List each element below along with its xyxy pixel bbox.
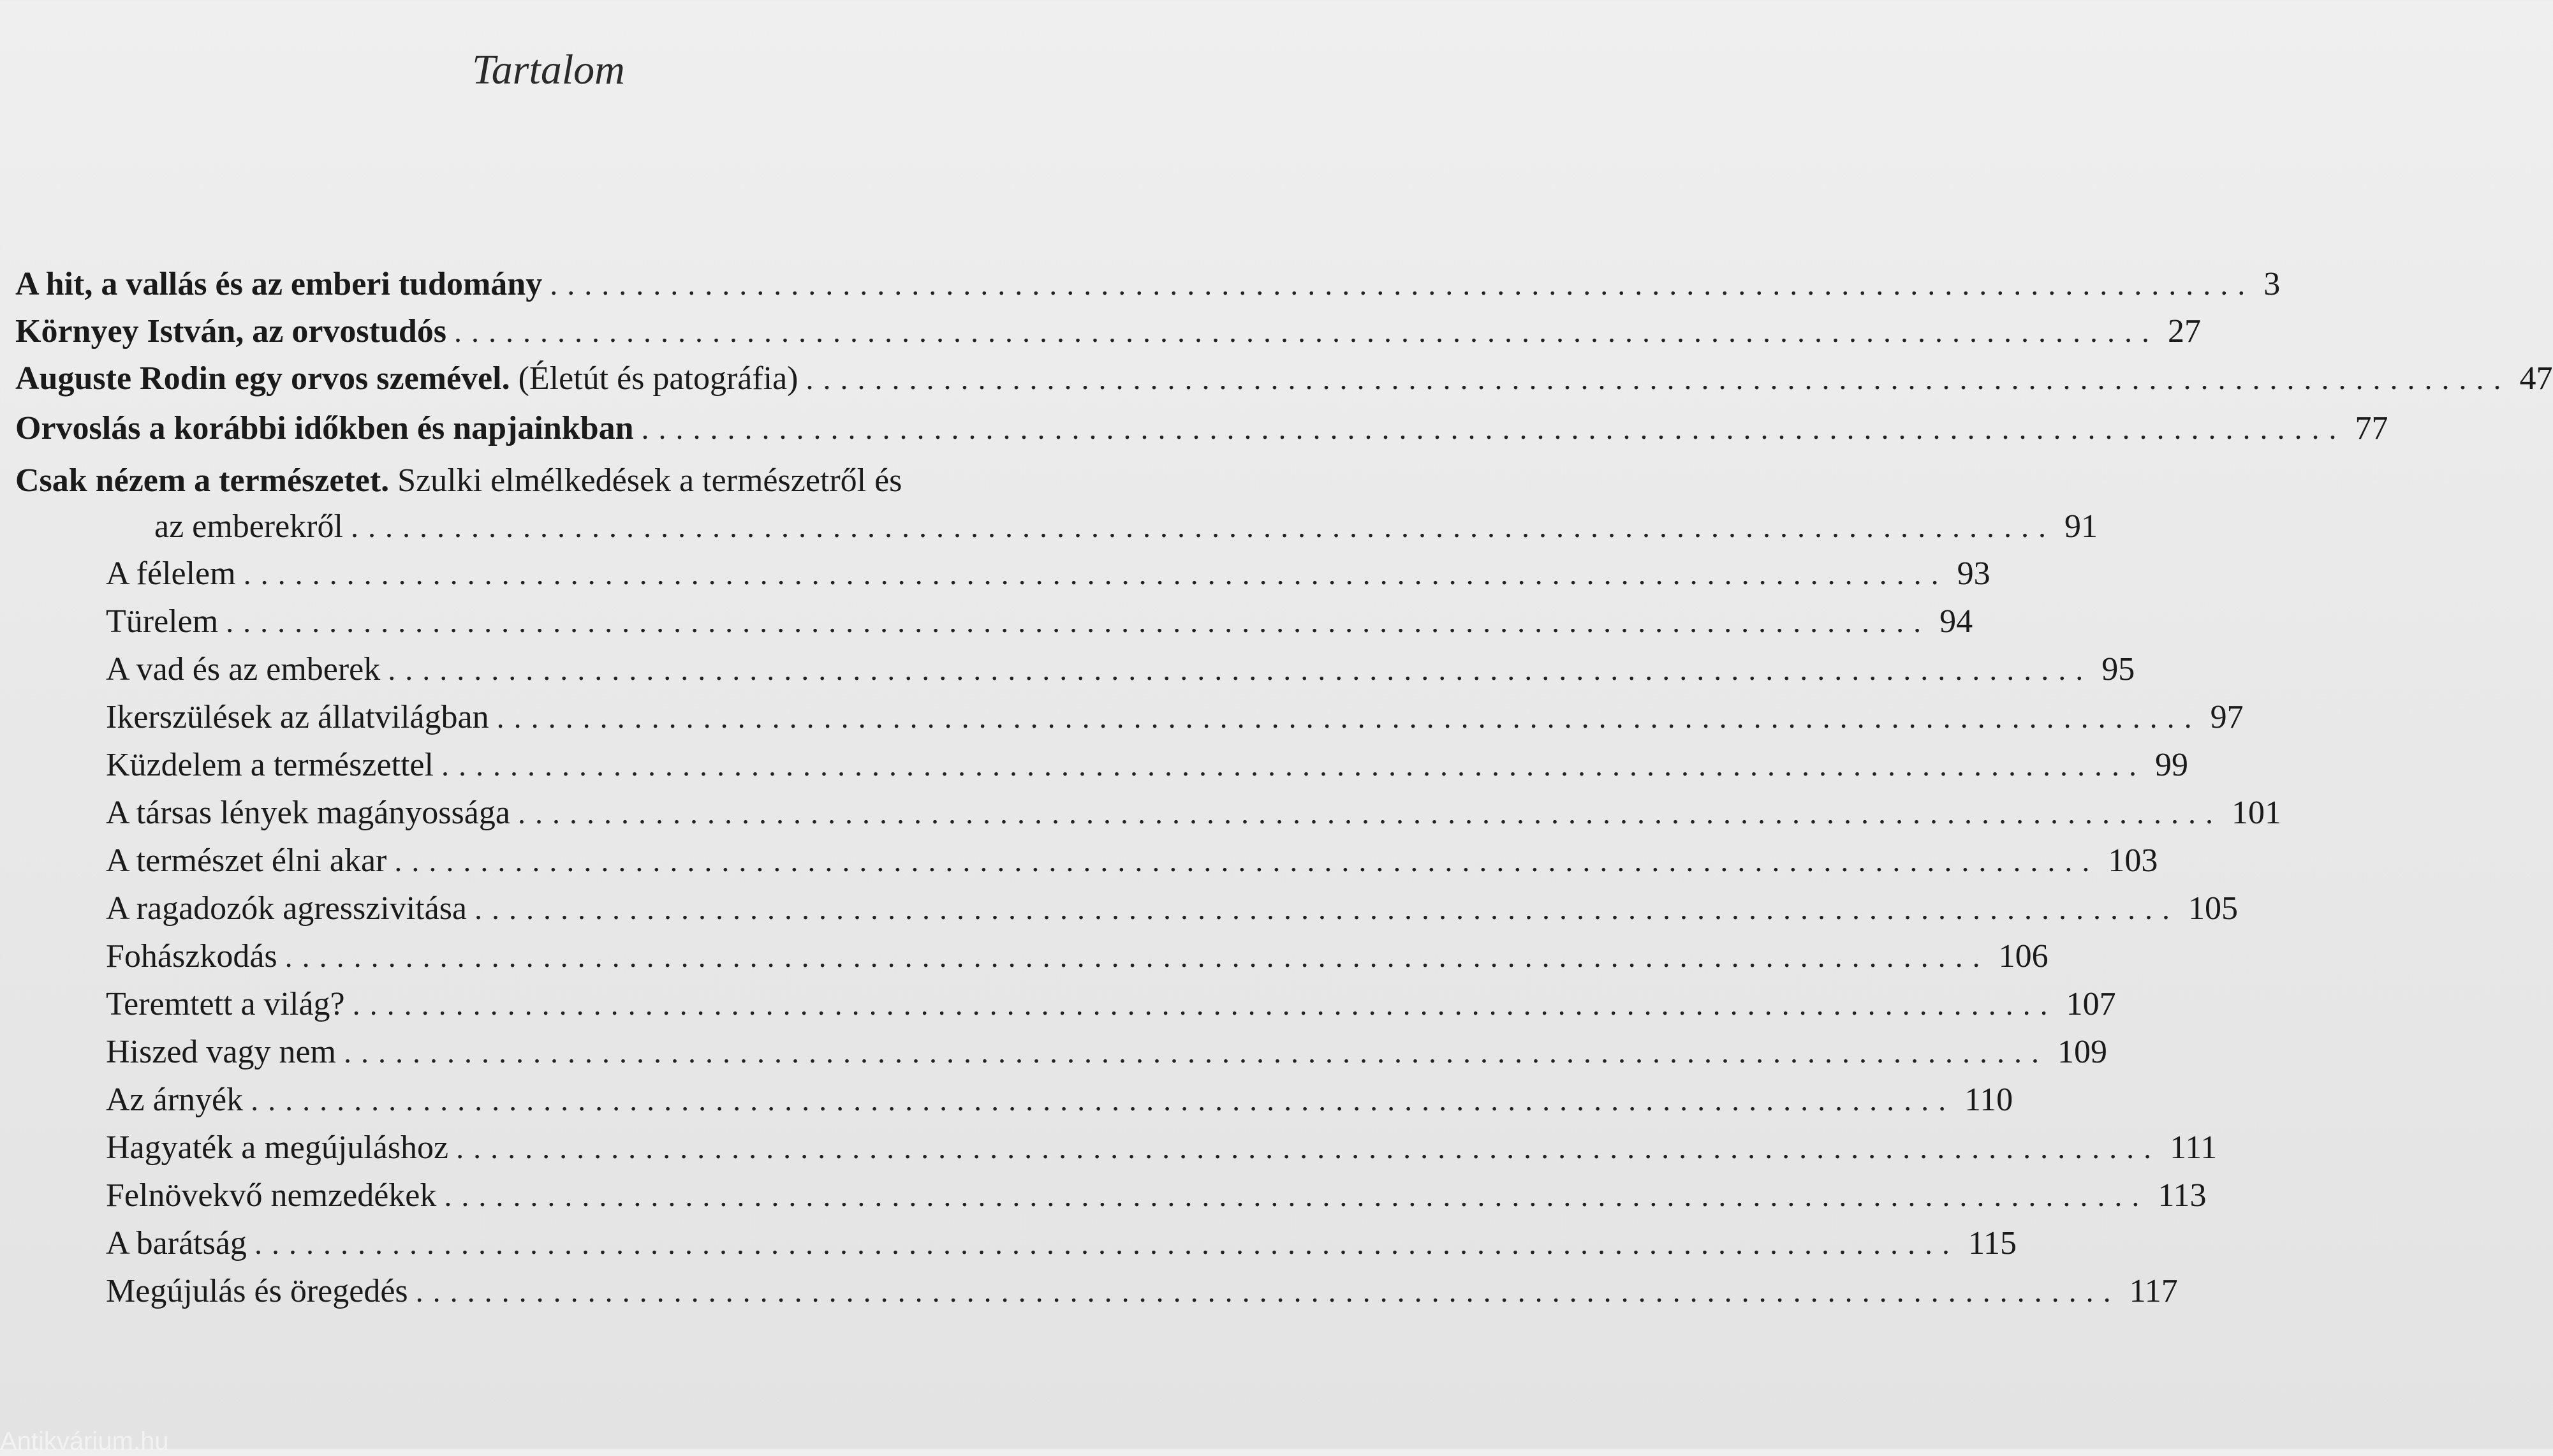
toc-entry-title: Orvoslás a korábbi időkben és napjainkban (15, 410, 634, 446)
dot-leader: ................................................................................................... (517, 797, 2223, 830)
toc-page-number: 27 (2168, 313, 2202, 349)
toc-entry-continuation (154, 508, 2098, 545)
dot-leader: ................................................................................................... (806, 362, 2511, 396)
toc-sub-entry-title: Az árnyék (106, 1082, 244, 1118)
toc-page-number: 93 (1957, 555, 1990, 592)
toc-sub-entry (106, 1129, 2218, 1166)
dot-leader: ................................................................................................... (394, 844, 2100, 878)
toc-page-number: 97 (2210, 699, 2244, 735)
toc-sub-entry (106, 1034, 2108, 1070)
toc-sub-entry-title: Megújulás és öregedés (106, 1273, 408, 1309)
toc-sub-entry (106, 795, 2281, 831)
dot-leader: ................................................................................................... (344, 1036, 2049, 1070)
toc-page-number: 95 (2101, 651, 2135, 688)
toc-sub-entry (106, 651, 2135, 688)
toc-page-number: 107 (2066, 986, 2116, 1022)
toc-sub-entry (106, 938, 2049, 974)
dot-leader: ................................................................................................... (456, 1131, 2161, 1165)
toc-entry (15, 266, 2281, 302)
toc-sub-entry (106, 603, 1973, 640)
page-title: Tartalom (472, 47, 625, 93)
toc-page-number: 115 (1968, 1225, 2017, 1261)
toc-sub-entry (106, 1225, 2017, 1261)
toc-entry-subtitle: Szulki elmélkedések a természetről és (389, 462, 902, 499)
toc-page-number: 99 (2154, 747, 2188, 783)
toc-entry-subtitle: (Életút és patográfia) (510, 360, 798, 397)
toc-sub-entry-title: A természet élni akar (106, 842, 387, 879)
toc-page-number: 91 (2064, 508, 2098, 545)
dot-leader: ................................................................................................... (454, 315, 2159, 349)
toc-sub-entry (106, 747, 2188, 783)
toc-page-number: 103 (2108, 842, 2158, 879)
toc-sub-entry-title: Küzdelem a természettel (106, 747, 434, 783)
toc-sub-entry-title: Hiszed vagy nem (106, 1034, 337, 1070)
dot-leader: ................................................................................................... (496, 701, 2202, 735)
toc-sub-entry-title: A ragadozók agresszivitása (106, 890, 467, 927)
toc-sub-entry-title: A vad és az emberek (106, 651, 381, 688)
toc-sub-entry-title: A társas lények magányossága (106, 795, 510, 831)
toc-sub-entry (106, 890, 2239, 927)
toc-sub-entry-title: Felnövekvő nemzedékek (106, 1177, 437, 1214)
toc-entry (15, 313, 2202, 349)
toc-sub-entry-title: Ikerszülések az állatvilágban (106, 699, 489, 735)
watermark: Antikvárium.hu (0, 1427, 169, 1455)
toc-sub-entry-title: Fohászkodás (106, 938, 277, 974)
dot-leader: ................................................................................................... (284, 940, 1990, 974)
toc-sub-entry (106, 555, 1990, 592)
toc-sub-entry-title: Türelem (106, 603, 219, 640)
dot-leader: ................................................................................................... (415, 1275, 2121, 1309)
dot-leader: ................................................................................................... (350, 510, 2056, 544)
toc-sub-entry (106, 1177, 2207, 1214)
dot-leader: ................................................................................................... (226, 605, 1931, 639)
toc-page-number: 111 (2170, 1129, 2218, 1166)
toc-entry-title: Csak nézem a természetet. (15, 462, 390, 499)
toc-page-number: 109 (2057, 1034, 2108, 1070)
dot-leader: ................................................................................................... (550, 268, 2255, 302)
toc-page-number: 47 (2519, 360, 2553, 397)
toc-sub-entry-title: A félelem (106, 555, 236, 592)
toc-page-number: 113 (2158, 1177, 2207, 1214)
toc-page-number: 106 (1998, 938, 2049, 974)
toc-entry-title: Auguste Rodin egy orvos szemével. (15, 360, 510, 397)
dot-leader: ................................................................................................... (388, 653, 2093, 687)
toc-sub-entry (106, 699, 2244, 735)
toc-entry (15, 462, 902, 499)
toc-entry-title: Környey István, az orvostudós (15, 313, 447, 349)
toc-entry (15, 360, 2553, 397)
toc-page-number: 77 (2355, 410, 2388, 446)
toc-entry-title: A hit, a vallás és az emberi tudomány (15, 266, 543, 302)
dot-leader: ................................................................................................... (254, 1227, 1959, 1261)
toc-page-number: 3 (2263, 266, 2281, 302)
toc-page-number: 94 (1939, 603, 1973, 640)
toc-entry-continued-text: az emberekről (154, 508, 343, 545)
toc-entry (15, 410, 2388, 446)
toc-sub-entry (106, 1273, 2178, 1309)
toc-sub-entry (106, 986, 2116, 1022)
toc-sub-entry (106, 842, 2158, 879)
toc-page-number: 105 (2188, 890, 2239, 927)
toc-page-number: 101 (2231, 795, 2281, 831)
dot-leader: ................................................................................................... (243, 557, 1948, 591)
dot-leader: ................................................................................................... (352, 988, 2057, 1022)
toc-sub-entry-title: Hagyaték a megújuláshoz (106, 1129, 449, 1166)
dot-leader: ................................................................................................... (444, 1179, 2149, 1213)
toc-sub-entry (106, 1082, 2013, 1118)
toc-page-number: 110 (1964, 1082, 2013, 1118)
dot-leader: ................................................................................................... (441, 749, 2146, 783)
dot-leader: ................................................................................................... (251, 1084, 1956, 1117)
toc-page-number: 117 (2129, 1273, 2178, 1309)
dot-leader: ................................................................................................... (475, 892, 2180, 926)
toc-sub-entry-title: Teremtett a világ? (106, 986, 345, 1022)
dot-leader: ................................................................................................... (641, 412, 2346, 446)
toc-sub-entry-title: A barátság (106, 1225, 247, 1261)
